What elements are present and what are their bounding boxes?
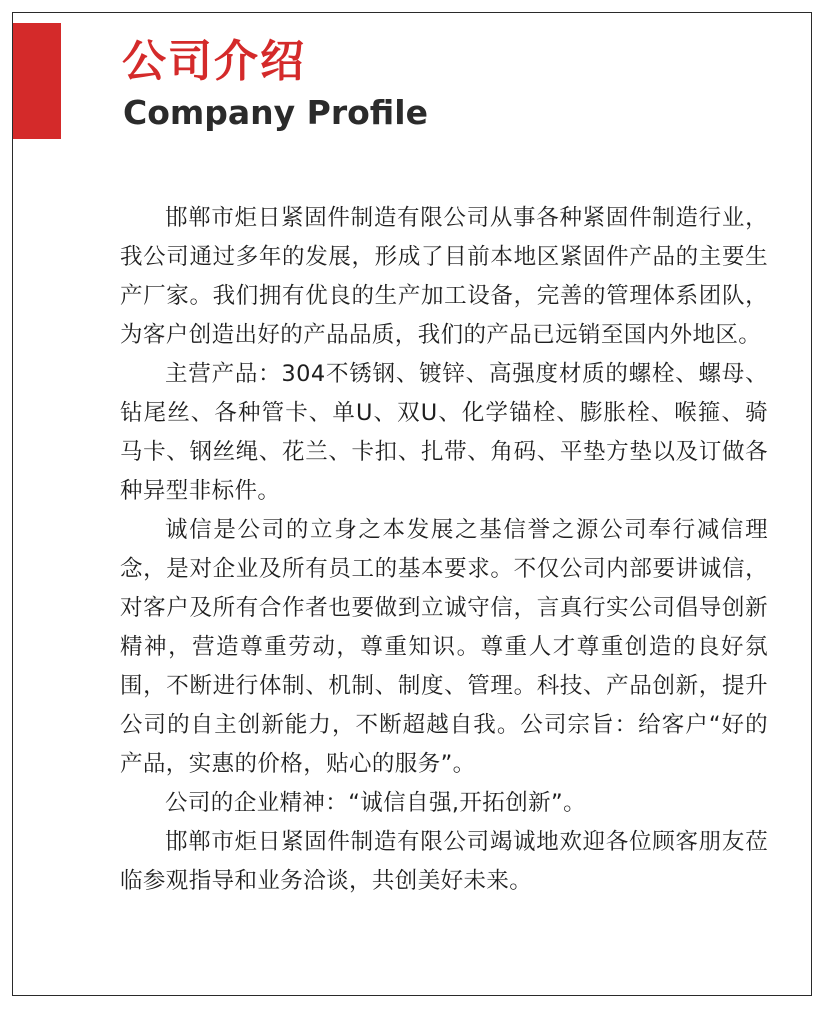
paragraph-intro: 邯郸市炬日紧固件制造有限公司从事各种紧固件制造行业，我公司通过多年的发展，形成了目前本地区紧固件产品的主要生产厂家。我们拥有优良的生产加工设备，完善的管理体系团队，为客户创造出好的产品品质，我们的产品已远销至国内外地区。 bbox=[120, 205, 768, 348]
accent-bar bbox=[13, 23, 61, 139]
page-title: 公司介绍 bbox=[122, 36, 306, 87]
page-subtitle: Company Profile bbox=[123, 93, 428, 132]
paragraph-welcome: 邯郸市炬日紧固件制造有限公司竭诚地欢迎各位顾客朋友莅临参观指导和业务洽谈，共创美好未来。 bbox=[120, 829, 768, 894]
profile-text bbox=[120, 199, 768, 901]
page-frame bbox=[12, 12, 812, 996]
paragraph-integrity: 诚信是公司的立身之本发展之基信誉之源公司奉行减信理念，是对企业及所有员工的基本要求。不仅公司内部要讲诚信，对客户及所有合作者也要做到立诚守信，言真行实公司倡导创新精神，营造尊重劳动，尊重知识。尊重人才尊重创造的良好氛围，不断进行体制、机制、制度、管理。科技、产品创新，提升公司的自主创新能力，不断超越自我。公司宗旨：给客户“好的产品，实惠的价格，贴心的服务”。 bbox=[120, 517, 768, 777]
paragraph-main-products: 主营产品：304不锈钢、镀锌、高强度材质的螺栓、螺母、钻尾丝、各种管卡、单U、双U、化学锚栓、膨胀栓、喉箍、骑马卡、钢丝绳、花兰、卡扣、扎带、角码、平垫方垫以及订做各种异型非标件。 bbox=[120, 361, 768, 504]
paragraph-spirit: 公司的企业精神：“诚信自强,开拓创新”。 bbox=[165, 790, 586, 816]
